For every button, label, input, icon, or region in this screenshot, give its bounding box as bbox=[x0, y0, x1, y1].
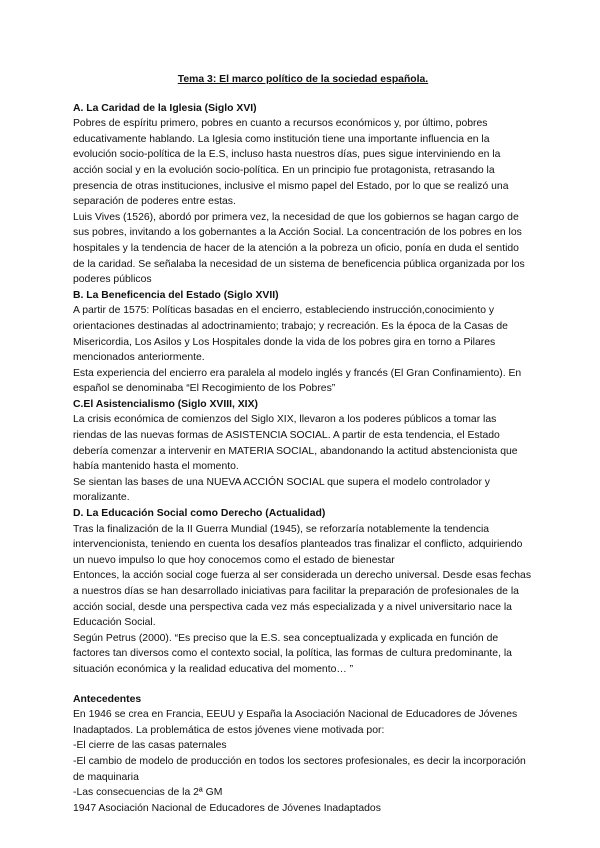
section-antecedentes bbox=[73, 692, 533, 817]
paragraph: Esta experiencia del encierro era paralela al modelo inglés y francés (El Gran Confinamiento). En español se denominaba “El Recogimiento de los Pobres” bbox=[73, 367, 522, 395]
paragraph: A partir de 1575: Políticas basadas en el encierro, estableciendo instrucción,conocimiento y orientaciones destinadas al adoctrinamiento; trabajo; y recreación. Es la época de la Casas de Misericordia, Los Asilos y Los Hospitales donde la vida de los pobres gira en torno a Pilares mencionados anteriormente. bbox=[73, 305, 508, 364]
antecedentes-heading: Antecedentes bbox=[73, 693, 142, 705]
paragraph: Pobres de espíritu primero, pobres en cuanto a recursos económicos y, por último, pobres educativamente hablando. La Iglesia como institución tiene una importante influencia en la evolución socio-política de la E.S, incluso hasta nuestros días, pues sigue interviniendo en la acción social y en la evolución socio-política. En un principio fue protagonista, retrasando la presencia de otras instituciones, inclusive el mismo papel del Estado, por lo que se realizó una separación de poderes entre estas. bbox=[73, 118, 509, 208]
section-heading-d: D. La Educación Social como Derecho (Actualidad) bbox=[73, 508, 326, 520]
paragraph: Se sientan las bases de una NUEVA ACCIÓN SOCIAL que supera el modelo controlador y moralizante. bbox=[73, 476, 491, 504]
section-gap bbox=[73, 678, 533, 692]
section-heading-a: A. La Caridad de la Iglesia (Siglo XVI) bbox=[73, 102, 257, 114]
section-b bbox=[73, 288, 533, 397]
list-item: -El cierre de las casas paternales bbox=[73, 740, 227, 752]
section-heading-b: B. La Beneficencia del Estado (Siglo XVII) bbox=[73, 289, 279, 301]
section-c bbox=[73, 397, 533, 506]
section-heading-c: C.El Asistencialismo (Siglo XVIII, XIX) bbox=[73, 398, 258, 410]
paragraph: 1947 Asociación Nacional de Educadores de Jóvenes Inadaptados bbox=[73, 802, 381, 814]
section-a bbox=[73, 101, 533, 288]
section-d bbox=[73, 506, 533, 678]
document-page bbox=[73, 72, 533, 816]
list-item: -El cambio de modelo de producción en todos los sectores profesionales, es decir la incorporación de maquinaria bbox=[73, 755, 526, 783]
paragraph: Tras la finalización de la II Guerra Mundial (1945), se reforzaría notablemente la tendencia intervencionista, teniendo en cuenta los desafíos planteados tras finalizar el conflicto, adquiriendo un nuevo impulso lo que hoy conocemos como el estado de bienestar bbox=[73, 523, 523, 566]
list-item: -Las consecuencias de la 2ª GM bbox=[73, 787, 223, 799]
document-title: Tema 3: El marco político de la sociedad española. bbox=[177, 74, 429, 85]
paragraph: En 1946 se crea en Francia, EEUU y España la Asociación Nacional de Educadores de Jóvenes Inadaptados. La problemática de estos jóvenes viene motivada por: bbox=[73, 709, 518, 736]
paragraph: La crisis económica de comienzos del Siglo XIX, llevaron a los poderes públicos a tomar las riendas de las nuevas formas de ASISTENCIA SOCIAL. A partir de esta tendencia, el Estado debería comenzar a intervenir en MATERIA SOCIAL, abandonando la actitud abstencionista que había mantenido hasta el momento. bbox=[73, 414, 518, 473]
paragraph: Entonces, la acción social coge fuerza al ser considerada un derecho universal. Desde esas fechas a nuestros días se han desarrollado iniciativas para facilitar la preparación de profesionales de la acción social, desde una perspectiva cada vez más especializada y a nivel universitario nace la Educación Social. bbox=[73, 570, 532, 629]
paragraph: Luis Vives (1526), abordó por primera vez, la necesidad de que los gobiernos se hagan cargo de sus pobres, invitando a los gobernantes a la Acción Social. La concentración de los pobres en los hospitales y la tendencia de hacer de la atención a la pobreza un oficio, ponía en duda el sentido de la caridad. Se señalaba la necesidad de un sistema de beneficencia pública organizada por los poderes públicos bbox=[73, 211, 525, 286]
paragraph: Según Petrus (2000). “Es preciso que la E.S. sea conceptualizada y explicada en función de factores tan diversos como el contexto social, la política, las formas de cultura predominante, la situación económica y la realidad educativa del momento… ” bbox=[73, 632, 512, 675]
